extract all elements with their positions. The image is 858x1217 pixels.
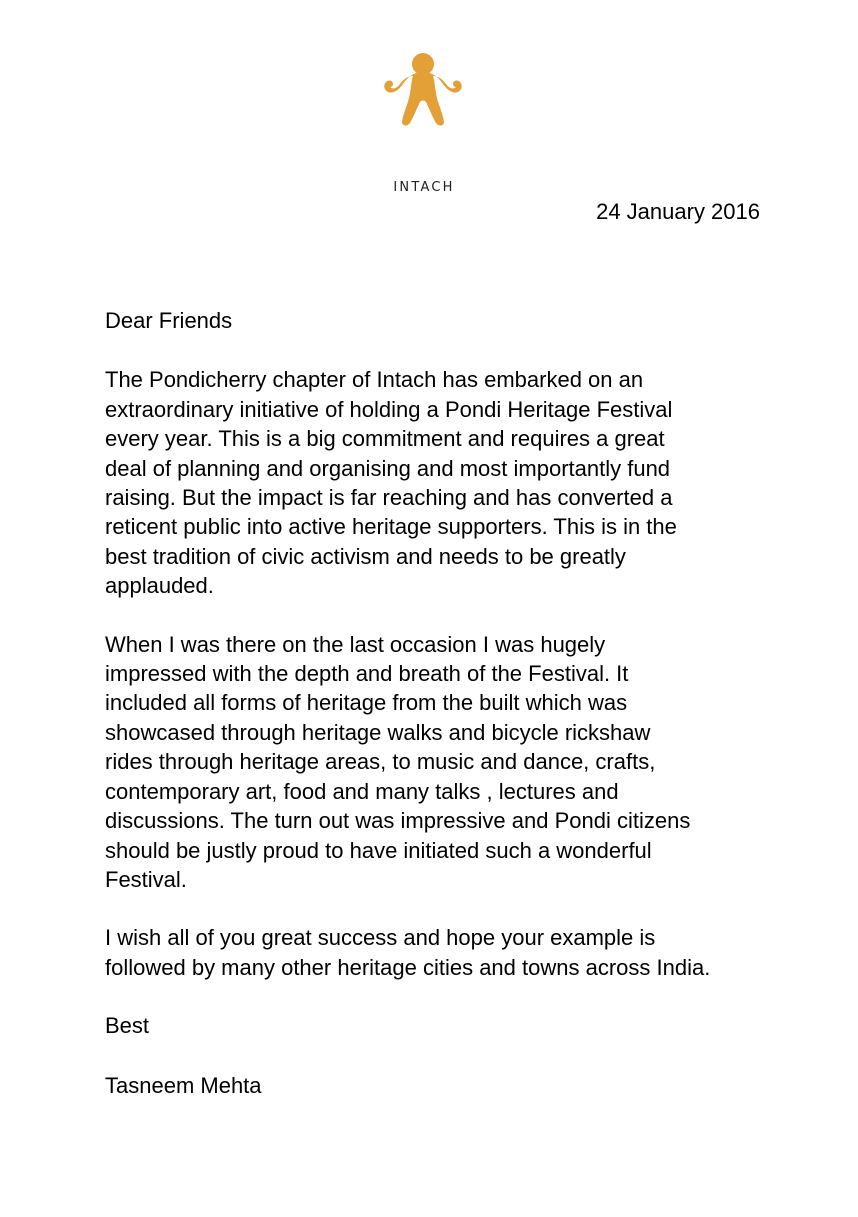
letter-body [105, 306, 805, 1100]
letterhead-logo [369, 50, 479, 195]
intach-logo-icon [383, 50, 463, 128]
paragraph-2: When I was there on the last occasion I was hugely impressed with the depth and breath of the Festival. It included all forms of heritage from the built which was showcased through heritage walks and bicycle rickshaw rides through heritage areas, to music and dance, crafts, contemporary art, food and many talks , lectures and discussions. The turn out was impressive and Pondi citizens should be justly proud to have initiated such a wonderful Festival. [105, 631, 691, 892]
salutation: Dear Friends [105, 308, 233, 333]
closing: Best [105, 1013, 150, 1039]
org-name: INTACH [393, 180, 455, 195]
signature: Tasneem Mehta [105, 1072, 262, 1098]
paragraph-1: The Pondicherry chapter of Intach has embarked on an extraordinary initiative of holding a Pondi Heritage Festival every year. This is a big commitment and requires a great deal of planning and organising and most importantly fund raising. But the impact is far reaching and has converted a reticent public into active heritage supporters. This is in the best tradition of civic activism and needs to be greatly applauded. [105, 367, 677, 599]
paragraph-3: I wish all of you great success and hope your example is followed by many other heritage cities and towns across India. [105, 925, 711, 980]
letter-date: 24 January 2016 [596, 199, 760, 224]
